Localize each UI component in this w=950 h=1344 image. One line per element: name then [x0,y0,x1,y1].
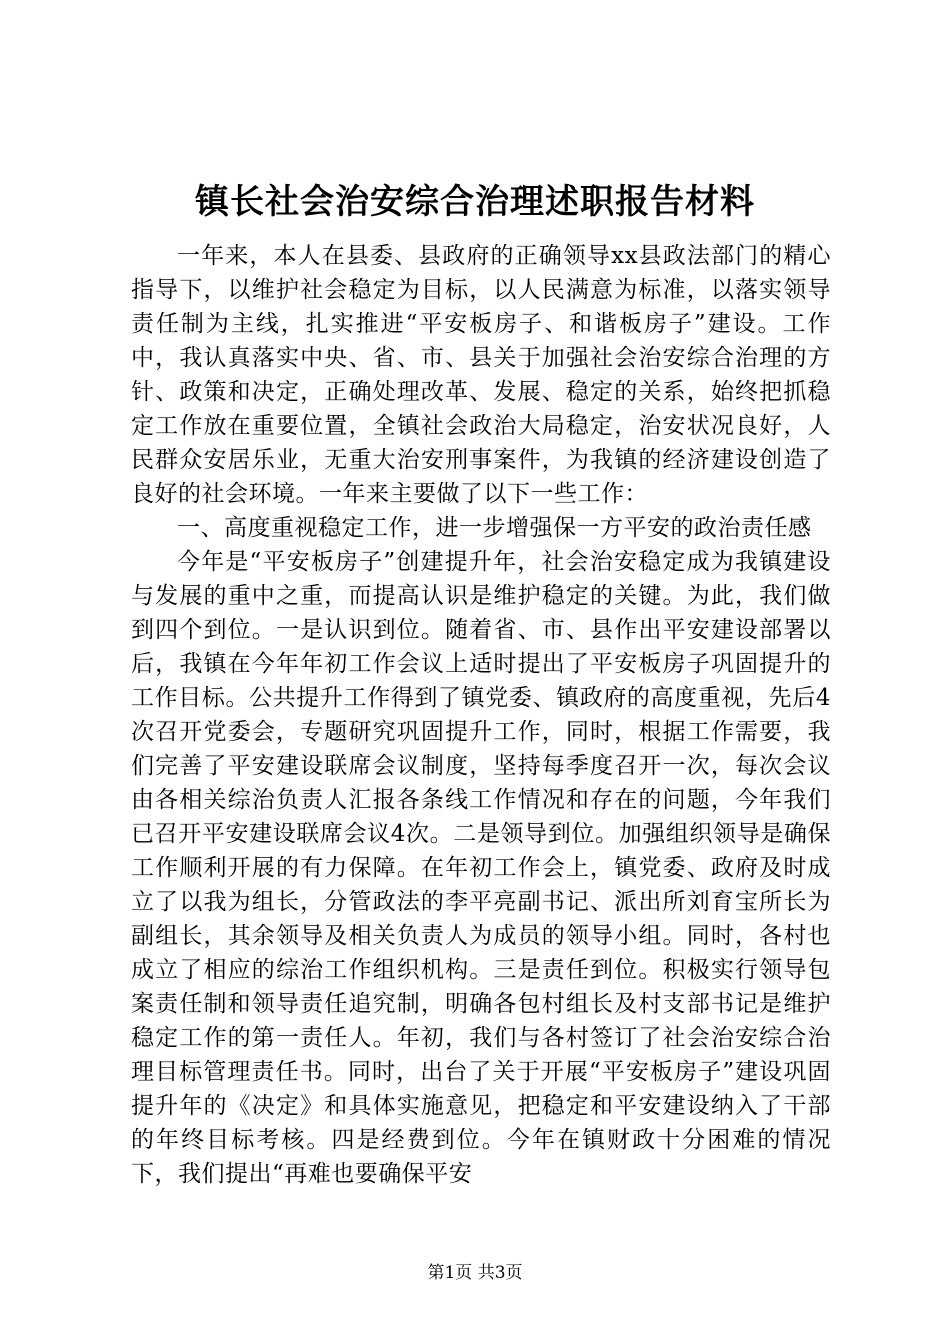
paragraph-intro: 一年来，本人在县委、县政府的正确领导xx县政法部门的精心指导下，以维护社会稳定为目标，以人民满意为标准，以落实领导责任制为主线，扎实推进“平安板房子、和谐板房子”建设。工作中，我认真落实中央、省、市、县关于加强社会治安综合治理的方针、政策和决定，正确处理改革、发展、稳定的关系，始终把抓稳定工作放在重要位置，全镇社会政治大局稳定，治安状况良好，人民群众安居乐业，无重大治安刑事案件，为我镇的经济建设创造了良好的社会环境。一年来主要做了以下一些工作： [131,243,831,507]
page-number-footer: 第1页 共3页 [427,1263,523,1283]
document-body [131,239,831,1191]
document-title: 镇长社会治安综合治理述职报告材料 [195,182,755,222]
paragraph-section-heading: 一、高度重视稳定工作，进一步增强保一方平安的政治责任感 [177,515,812,541]
paragraph-section-body: 今年是“平安板房子”创建提升年，社会治安稳定成为我镇建设与发展的重中之重，而提高认识是维护稳定的关键。为此，我们做到四个到位。一是认识到位。随着省、市、县作出平安建设部署以后，我镇在今年年初工作会议上适时提出了平安板房子巩固提升的工作目标。公共提升工作得到了镇党委、镇政府的高度重视，先后4次召开党委会，专题研究巩固提升工作，同时，根据工作需要，我们完善了平安建设联席会议制度，坚持每季度召开一次，每次会议由各相关综治负责人汇报各条线工作情况和存在的问题，今年我们已召开平安建设联席会议4次。二是领导到位。加强组织领导是确保工作顺利开展的有力保障。在年初工作会上，镇党委、政府及时成立了以我为组长，分管政法的李平亮副书记、派出所刘育宝所长为副组长，其余领导及相关负责人为成员的领导小组。同时，各村也成立了相应的综治工作组织机构。三是责任到位。积极实行领导包案责任制和领导责任追究制，明确各包村组长及村支部书记是维护稳定工作的第一责任人。年初，我们与各村签订了社会治安综合治理目标管理责任书。同时，出台了关于开展“平安板房子”建设巩固提升年的《决定》和具体实施意见，把稳定和平安建设纳入了干部的年终目标考核。四是经费到位。今年在镇财政十分困难的情况下，我们提出“再难也要确保平安 [131,549,831,1187]
